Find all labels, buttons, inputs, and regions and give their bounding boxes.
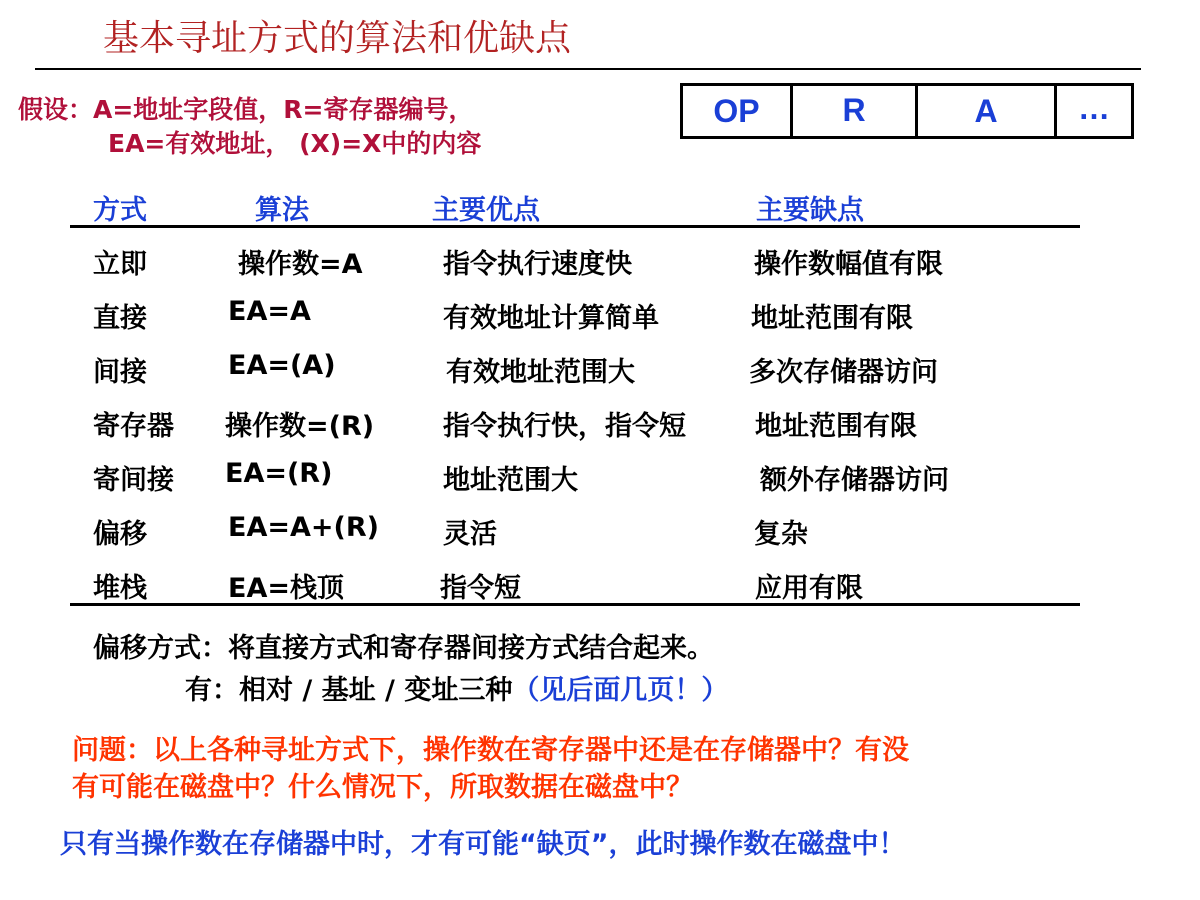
col-header-algorithm: 算法 xyxy=(255,195,309,226)
table-top-rule xyxy=(70,225,1080,228)
offset-types-line xyxy=(185,668,728,707)
table-cell: 地址范围大 xyxy=(443,465,578,496)
table-cell: EA=(A) xyxy=(228,350,336,381)
table-cell: 指令执行速度快 xyxy=(443,249,632,280)
field-more: … xyxy=(1078,90,1110,126)
table-cell: 有效地址计算简单 xyxy=(443,303,659,334)
table-cell: 偏移 xyxy=(93,519,147,550)
table-cell: 额外存储器访问 xyxy=(760,465,949,496)
assumption-line-2: EA=有效地址， (X)=X中的内容 xyxy=(108,129,482,158)
offset-types: 有：相对 / 基址 / 变址三种 xyxy=(185,675,513,706)
table-cell: 应用有限 xyxy=(755,573,863,604)
title-divider xyxy=(35,68,1141,70)
field-a: A xyxy=(918,86,1057,136)
table-cell: EA=A+(R) xyxy=(228,512,379,543)
col-header-advantages: 主要优点 xyxy=(432,195,540,226)
instruction-format-diagram xyxy=(680,83,1134,139)
table-cell: 指令短 xyxy=(440,573,521,604)
question-line-2: 有可能在磁盘中？什么情况下，所取数据在磁盘中？ xyxy=(72,772,693,803)
table-cell: 寄间接 xyxy=(93,465,174,496)
table-bottom-rule xyxy=(70,603,1080,606)
page-title: 基本寻址方式的算法和优缺点 xyxy=(103,18,572,59)
table-cell: 地址范围有限 xyxy=(751,303,913,334)
offset-note: 偏移方式：将直接方式和寄存器间接方式结合起来。 xyxy=(93,633,714,664)
table-cell: 操作数=A xyxy=(238,249,363,280)
table-cell: EA=(R) xyxy=(225,458,333,489)
col-header-disadvantages: 主要缺点 xyxy=(756,195,864,226)
table-cell: 操作数幅值有限 xyxy=(754,249,943,280)
answer-line: 只有当操作数在存储器中时，才有可能“缺页”，此时操作数在磁盘中！ xyxy=(60,829,906,860)
table-cell: 多次存储器访问 xyxy=(749,357,938,388)
table-cell: 直接 xyxy=(93,303,147,334)
table-cell: 地址范围有限 xyxy=(755,411,917,442)
table-cell: 灵活 xyxy=(443,519,497,550)
table-cell: 有效地址范围大 xyxy=(446,357,635,388)
table-cell: EA=栈顶 xyxy=(228,573,344,604)
question-line-1: 问题：以上各种寻址方式下，操作数在寄存器中还是在存储器中？有没 xyxy=(72,735,909,766)
table-cell: 指令执行快，指令短 xyxy=(443,411,686,442)
field-op: OP xyxy=(683,86,793,136)
see-later-note: （见后面几页！） xyxy=(512,675,729,706)
table-cell: 堆栈 xyxy=(93,573,147,604)
table-cell: 立即 xyxy=(93,249,147,280)
field-r: R xyxy=(793,86,918,136)
col-header-mode: 方式 xyxy=(93,195,147,226)
table-cell: EA=A xyxy=(228,296,311,327)
assumption-line-1: 假设：A=地址字段值，R=寄存器编号， xyxy=(18,95,474,124)
table-cell: 间接 xyxy=(93,357,147,388)
table-cell: 复杂 xyxy=(754,519,808,550)
table-cell: 操作数=(R) xyxy=(225,411,375,442)
table-cell: 寄存器 xyxy=(93,411,174,442)
